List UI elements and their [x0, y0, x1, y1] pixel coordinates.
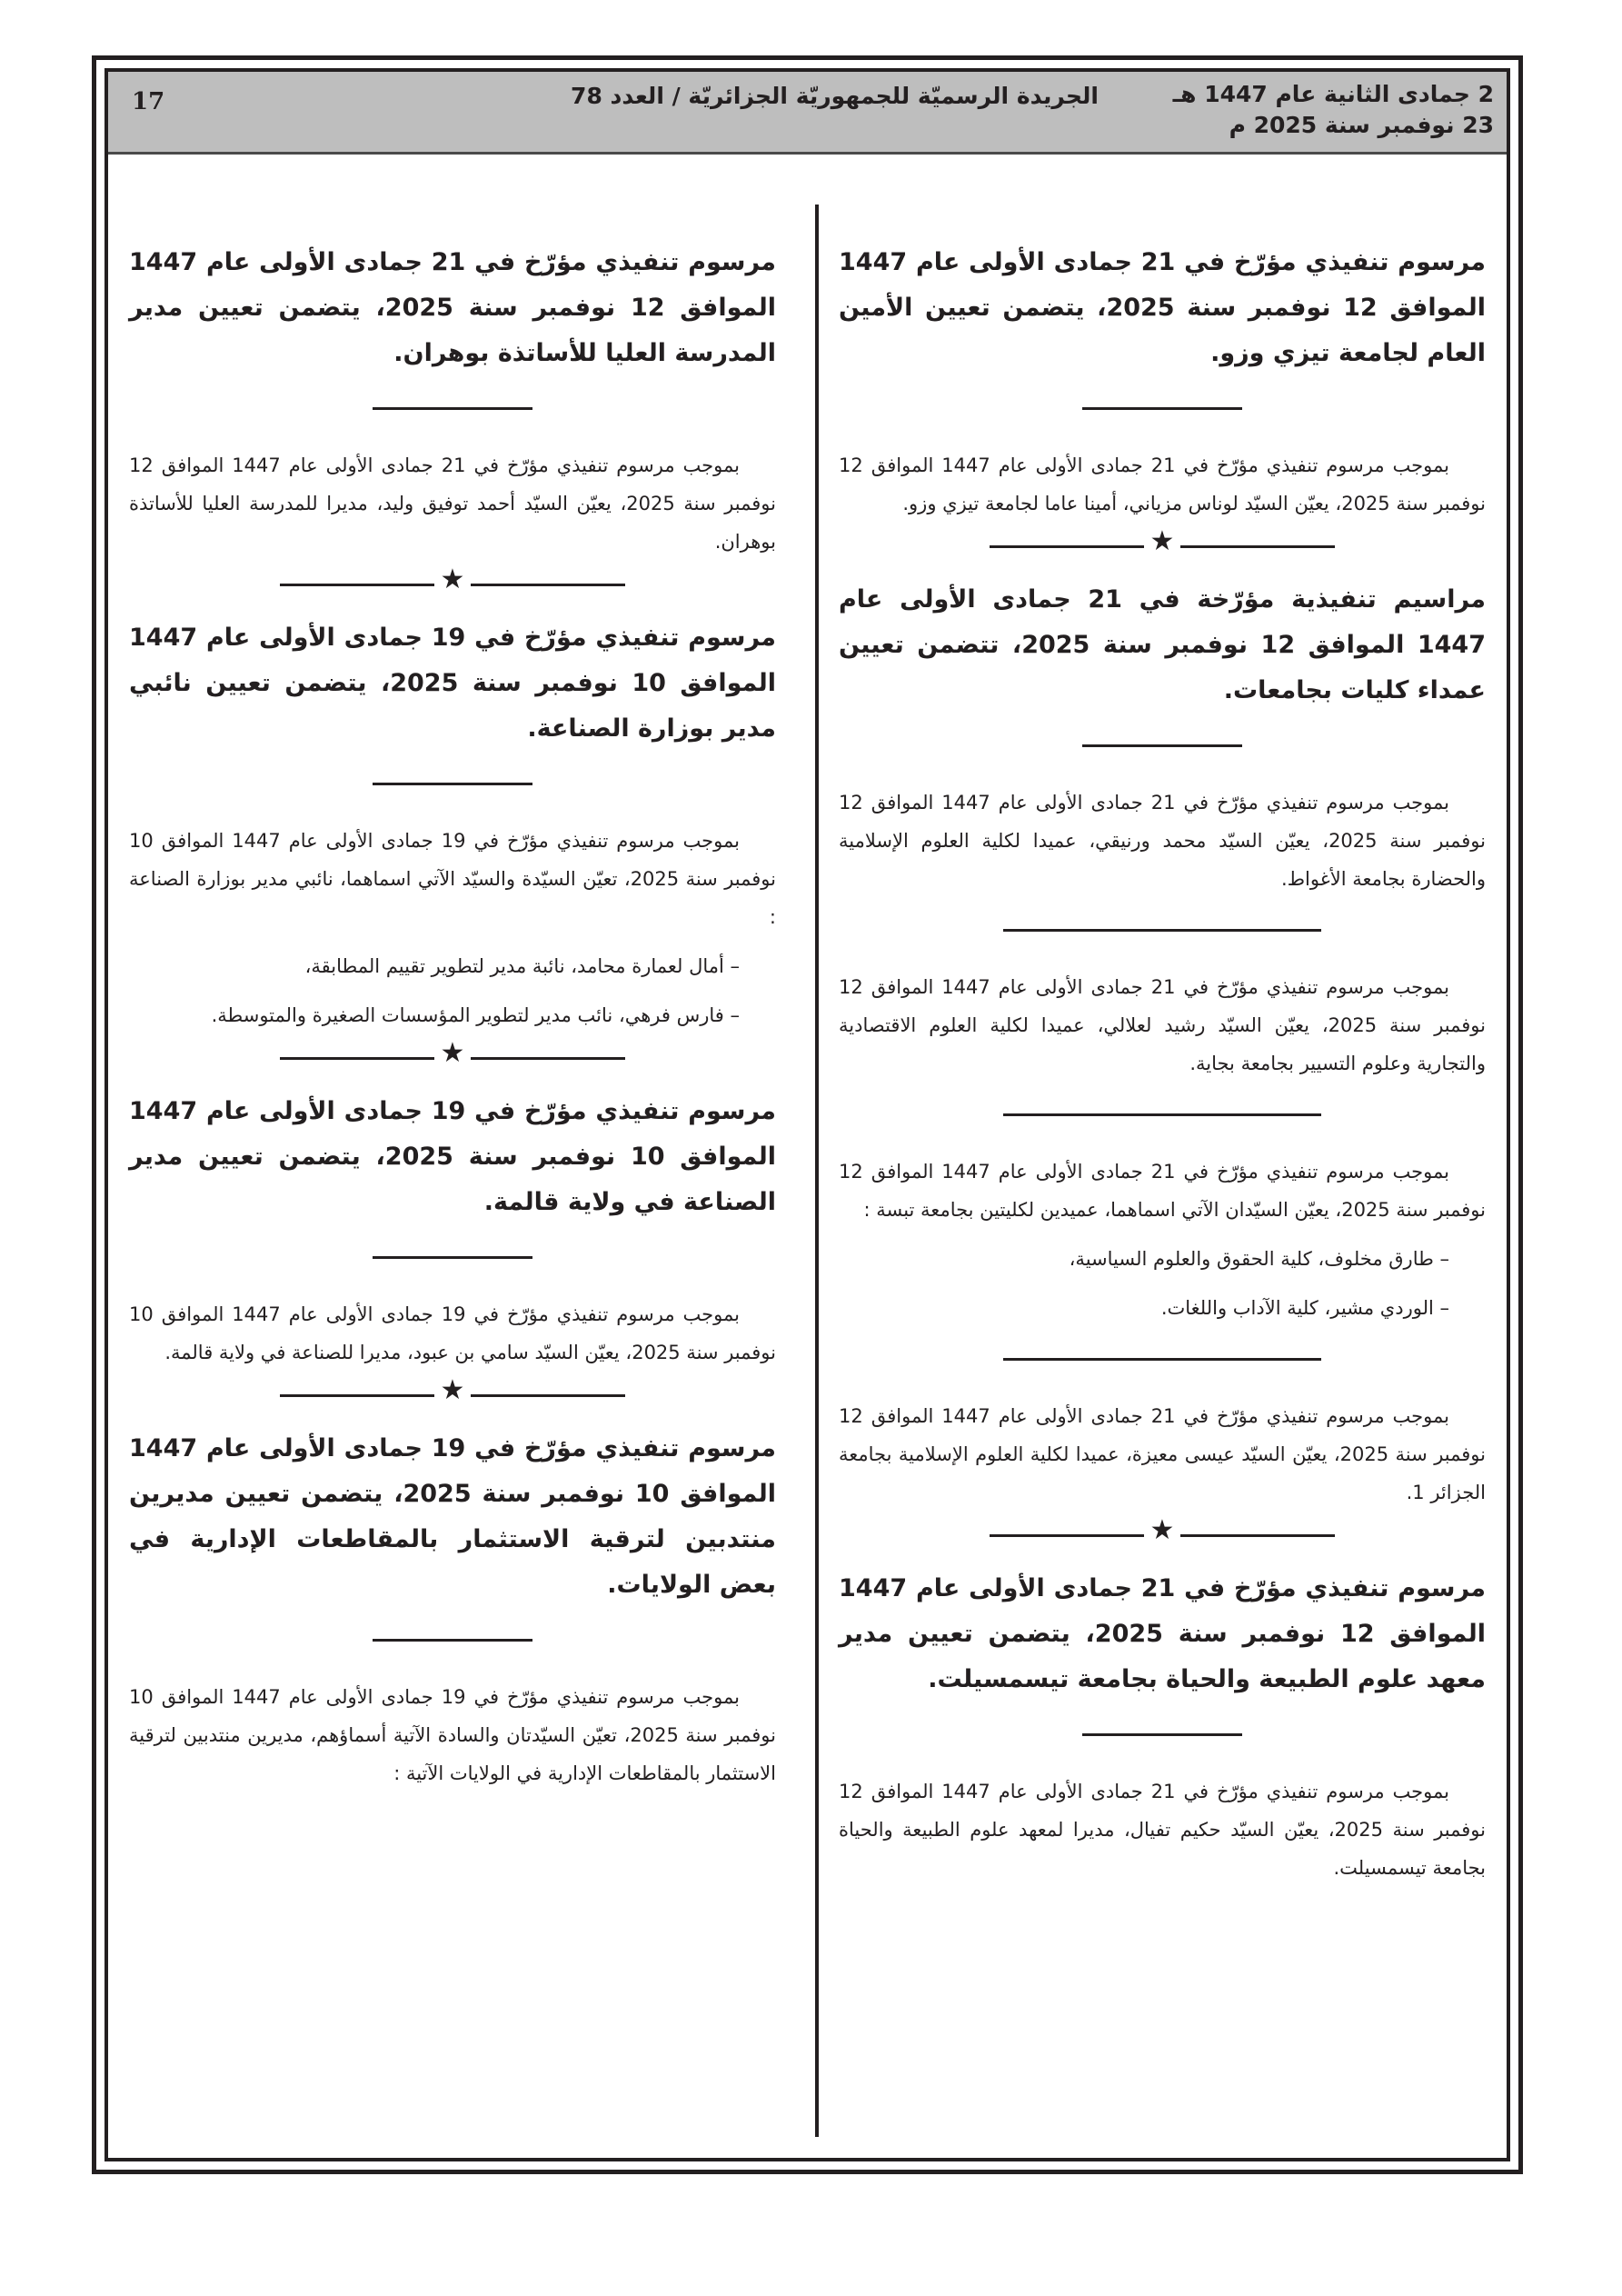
decree-section [129, 240, 776, 561]
separator-line [1003, 1358, 1321, 1361]
decree-title: مرسوم تنفيذي مؤرّخ في 19 جمادى الأولى عام 1447 الموافق 10 نوفمبر سنة 2025، يتضمن تعيين مديرين منتدبين لترقية الاستثمار بالمقاطعات الإدارية في بعض الولايات. [129, 1434, 777, 1599]
separator-line [1082, 744, 1242, 747]
decree-title: مرسوم تنفيذي مؤرّخ في 21 جمادى الأولى عام 1447 الموافق 12 نوفمبر سنة 2025، يتضمن تعيين مدير المدرسة العليا للأساتذة بوهران. [129, 248, 777, 367]
list-item: – الوردي مشير، كلية الآداب واللغات. [1160, 1297, 1449, 1319]
star-separator [280, 1374, 625, 1406]
decree-title: مرسوم تنفيذي مؤرّخ في 21 جمادى الأولى عام 1447 الموافق 12 نوفمبر سنة 2025، يتضمن تعيين مدير معهد علوم الطبيعة والحياة بجامعة تيسمسيلت. [839, 1574, 1487, 1693]
separator-line [1003, 1113, 1321, 1116]
separator-line [1003, 929, 1321, 932]
page-header [108, 72, 1507, 155]
decree-title: مرسوم تنفيذي مؤرّخ في 21 جمادى الأولى عام 1447 الموافق 12 نوفمبر سنة 2025، يتضمن تعيين الأمين العام لجامعة تيزي وزو. [839, 248, 1487, 367]
star-separator [280, 564, 625, 595]
decree-section [839, 577, 1486, 1512]
decree-paragraph: بموجب مرسوم تنفيذي مؤرّخ في 21 جمادى الأولى عام 1447 الموافق 12 نوفمبر سنة 2025، يعيّن السيّد أحمد توفيق وليد، مديرا للمدرسة العليا للأساتذة بوهران. [129, 454, 776, 553]
separator-line [1082, 407, 1242, 410]
left-column [129, 240, 776, 1792]
decree-title: مراسيم تنفيذية مؤرّخة في 21 جمادى الأولى عام 1447 الموافق 12 نوفمبر سنة 2025، تتضمن تعيين عمداء كليات بجامعات. [839, 585, 1487, 704]
star-separator [990, 1514, 1335, 1546]
hijri-date: 2 جمادى الثانية عام 1447 هـ [1172, 81, 1494, 107]
list-item: – طارق مخلوف، كلية الحقوق والعلوم السياسية، [1069, 1248, 1449, 1270]
list-item: – فارس فرهي، نائب مدير لتطوير المؤسسات الصغيرة والمتوسطة. [211, 1004, 740, 1026]
decree-paragraph: بموجب مرسوم تنفيذي مؤرّخ في 21 جمادى الأولى عام 1447 الموافق 12 نوفمبر سنة 2025، يعيّن السيّد رشيد لعلالي، عميدا لكلية العلوم الاقتصادية والتجارية وعلوم التسيير بجامعة بجاية. [839, 976, 1486, 1074]
decree-section [839, 1566, 1486, 1887]
star-icon: ★ [1149, 1514, 1175, 1546]
page-inner-frame [104, 68, 1510, 2161]
decree-paragraph: بموجب مرسوم تنفيذي مؤرّخ في 21 جمادى الأولى عام 1447 الموافق 12 نوفمبر سنة 2025، يعيّن السيّدان الآتي اسماهما، عميدين لكليتين بجامعة تبسة : [839, 1161, 1486, 1221]
star-separator [990, 525, 1335, 557]
page-frame [92, 55, 1523, 2174]
list-item: – أمال لعمارة محامد، نائبة مدير لتطوير تقييم المطابقة، [304, 955, 740, 977]
decree-title: مرسوم تنفيذي مؤرّخ في 19 جمادى الأولى عام 1447 الموافق 10 نوفمبر سنة 2025، يتضمن تعيين مدير الصناعة في ولاية قالمة. [129, 1097, 777, 1216]
star-icon: ★ [1149, 525, 1175, 557]
decree-section [129, 1426, 776, 1792]
decree-paragraph: بموجب مرسوم تنفيذي مؤرّخ في 21 جمادى الأولى عام 1447 الموافق 12 نوفمبر سنة 2025، يعيّن السيّد محمد ورنيقي، عميدا لكلية العلوم الإسلامية والحضارة بجامعة الأغواط. [839, 792, 1486, 890]
gregorian-date: 23 نوفمبر سنة 2025 م [1229, 112, 1494, 138]
decree-section [129, 615, 776, 1034]
decree-section [839, 240, 1486, 523]
separator-line [373, 783, 532, 785]
decree-paragraph: بموجب مرسوم تنفيذي مؤرّخ في 21 جمادى الأولى عام 1447 الموافق 12 نوفمبر سنة 2025، يعيّن السيّد عيسى معيزة، عميدا لكلية العلوم الإسلامية بجامعة الجزائر 1. [839, 1405, 1486, 1503]
decree-title: مرسوم تنفيذي مؤرّخ في 19 جمادى الأولى عام 1447 الموافق 10 نوفمبر سنة 2025، يتضمن تعيين نائبي مدير بوزارة الصناعة. [129, 624, 777, 743]
star-separator [280, 1037, 625, 1069]
separator-line [373, 1639, 532, 1642]
decree-paragraph: بموجب مرسوم تنفيذي مؤرّخ في 21 جمادى الأولى عام 1447 الموافق 12 نوفمبر سنة 2025، يعيّن السيّد حكيم تفيال، مديرا لمعهد علوم الطبيعة والحياة بجامعة تيسمسيلت. [839, 1781, 1487, 1879]
column-divider [815, 205, 819, 2137]
star-icon: ★ [440, 1037, 465, 1069]
star-icon: ★ [440, 1374, 465, 1406]
page-number: 17 [132, 88, 165, 115]
decree-paragraph: بموجب مرسوم تنفيذي مؤرّخ في 21 جمادى الأولى عام 1447 الموافق 12 نوفمبر سنة 2025، يعيّن السيّد لوناس مزياني، أمينا عاما لجامعة تيزي وزو. [839, 454, 1486, 514]
decree-paragraph: بموجب مرسوم تنفيذي مؤرّخ في 19 جمادى الأولى عام 1447 الموافق 10 نوفمبر سنة 2025، يعيّن السيّد سامي بن عبود، مديرا للصناعة في ولاية قالمة. [129, 1303, 776, 1363]
separator-line [373, 407, 532, 410]
star-icon: ★ [440, 564, 465, 595]
right-column [839, 240, 1486, 1887]
decree-paragraph: بموجب مرسوم تنفيذي مؤرّخ في 19 جمادى الأولى عام 1447 الموافق 10 نوفمبر سنة 2025، تعيّن السيّدتان والسادة الآتية أسماؤهم، مديرين منتدبين لترقية الاستثمار بالمقاطعات الإدارية في الولايات الآتية : [129, 1686, 776, 1784]
decree-paragraph: بموجب مرسوم تنفيذي مؤرّخ في 19 جمادى الأولى عام 1447 الموافق 10 نوفمبر سنة 2025، تعيّن السيّدة والسيّد الآتي اسماهما، نائبي مدير بوزارة الصناعة : [129, 830, 776, 928]
separator-line [1082, 1733, 1242, 1736]
separator-line [373, 1256, 532, 1259]
gazette-title: الجريدة الرسميّة للجمهوريّة الجزائريّة / العدد 78 [571, 83, 1099, 109]
decree-section [129, 1089, 776, 1372]
